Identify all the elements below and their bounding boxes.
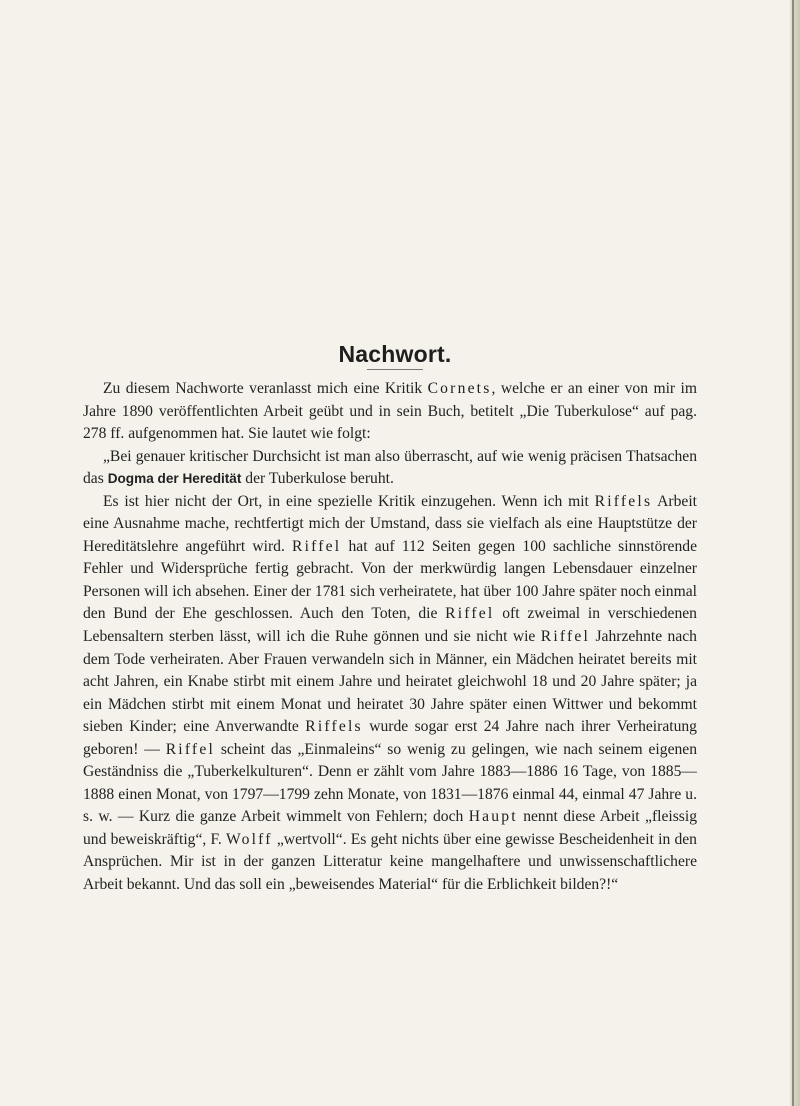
paragraph-intro bbox=[83, 378, 697, 446]
emphasis-dogma: Dogma der Heredität bbox=[107, 471, 242, 487]
author-name-haupt: Haupt bbox=[468, 808, 518, 826]
author-name-cornet: Cornets bbox=[427, 380, 492, 397]
text-run: „wertvoll“. Es geht nichts über eine gewisse Bescheidenheit in den Ansprüchen. Mir ist in der ganzen Litteratur keine mangelhaftere und unwissenschaftlichere Arbeit bekannt. Und das soll ein „beweisendes Material“ für die Erblichkeit bilden?!“ bbox=[83, 830, 697, 894]
text-run: Zu diesem Nachworte veranlasst mich eine Kritik bbox=[103, 380, 428, 397]
text-run: nennt diese Arbeit „fleissig und beweiskräftig“, F. bbox=[83, 808, 697, 848]
author-name-riffel: Riffel bbox=[292, 537, 342, 555]
text-run: „Bei genauer kritischer Durchsicht ist man also überrascht, auf wie wenig präcisen Thatsachen das bbox=[83, 447, 697, 488]
text-run: hat auf 112 Seiten gegen 100 sachliche sinnstörende Fehler und Widersprüche fertig gebracht. Von der merkwürdig langen Lebensdauer einzelner Personen will ich absehen. Einer der 1781 sich verheiratete, hat über 100 Jahre später noch einmal den Bund der Ehe geschlossen. Auch den Toten, die bbox=[83, 537, 697, 623]
text-run: scheint das „Einmaleins“ so wenig zu gelingen, wie nach seinem eigenen Geständniss die „Tuberkelkulturen“. Denn er zählt vom Jahre 1883—1886 16 Tage, von 1885—1888 einen Monat, von 1797—1799 zehn Monate, von 1831—1876 einmal 44, einmal 47 Jahre u. s. w. — Kurz die ganze Arbeit wimmelt von Fehlern; doch bbox=[83, 740, 698, 826]
title-divider bbox=[367, 369, 423, 370]
text-run: Arbeit eine Ausnahme mache, rechtfertigt mich der Umstand, dass sie vielfach als eine Hauptstütze der Hereditätslehre angeführt wird. bbox=[83, 492, 697, 555]
text-run: , welche er an einer von mir im Jahre 1890 veröffentlichten Arbeit geübt und in sein Buch, betitelt „Die Tuberkulose“ auf pag. 278 ff. aufgenommen hat. Sie lautet wie folgt: bbox=[83, 380, 697, 443]
paragraph-quote-start bbox=[83, 446, 697, 491]
text-run: Es ist hier nicht der Ort, in eine spezielle Kritik einzugehen. Wenn ich mit bbox=[103, 492, 595, 510]
text-run: Jahrzehnte nach dem Tode verheiraten. Aber Frauen verwandeln sich in Männer, ein Mädchen heiratet bereits mit acht Jahren, ein Knabe stirbt mit einem Jahre und heiratet gleichwohl 18 und 20 Jahre später; ja ein Mädchen stirbt mit einem Monat und heiratet 30 Jahre später einen Wittwer und bekommt sieben Kinder; eine Anverwandte bbox=[83, 628, 697, 736]
author-name-riffel: Riffel bbox=[165, 740, 215, 758]
author-name-wolff: Wolff bbox=[225, 830, 273, 848]
page-title: Nachwort. bbox=[338, 341, 452, 368]
author-name-riffel: Riffels bbox=[594, 492, 653, 510]
text-run: oft zweimal in verschiedenen Lebensaltern sterben lässt, will ich die Ruhe gönnen und sie nicht wie bbox=[83, 605, 697, 646]
text-run: der Tuberkulose beruht. bbox=[241, 470, 394, 488]
author-name-riffel: Riffels bbox=[305, 718, 363, 736]
paragraph-critique bbox=[83, 491, 697, 897]
text-run: wurde sogar erst 24 Jahre nach ihrer Verheiratung geboren! — bbox=[83, 718, 697, 758]
body-text bbox=[83, 378, 697, 897]
author-name-riffel: Riffel bbox=[445, 605, 495, 623]
author-name-riffel: Riffel bbox=[540, 628, 591, 646]
page-edge-line bbox=[792, 0, 794, 1106]
